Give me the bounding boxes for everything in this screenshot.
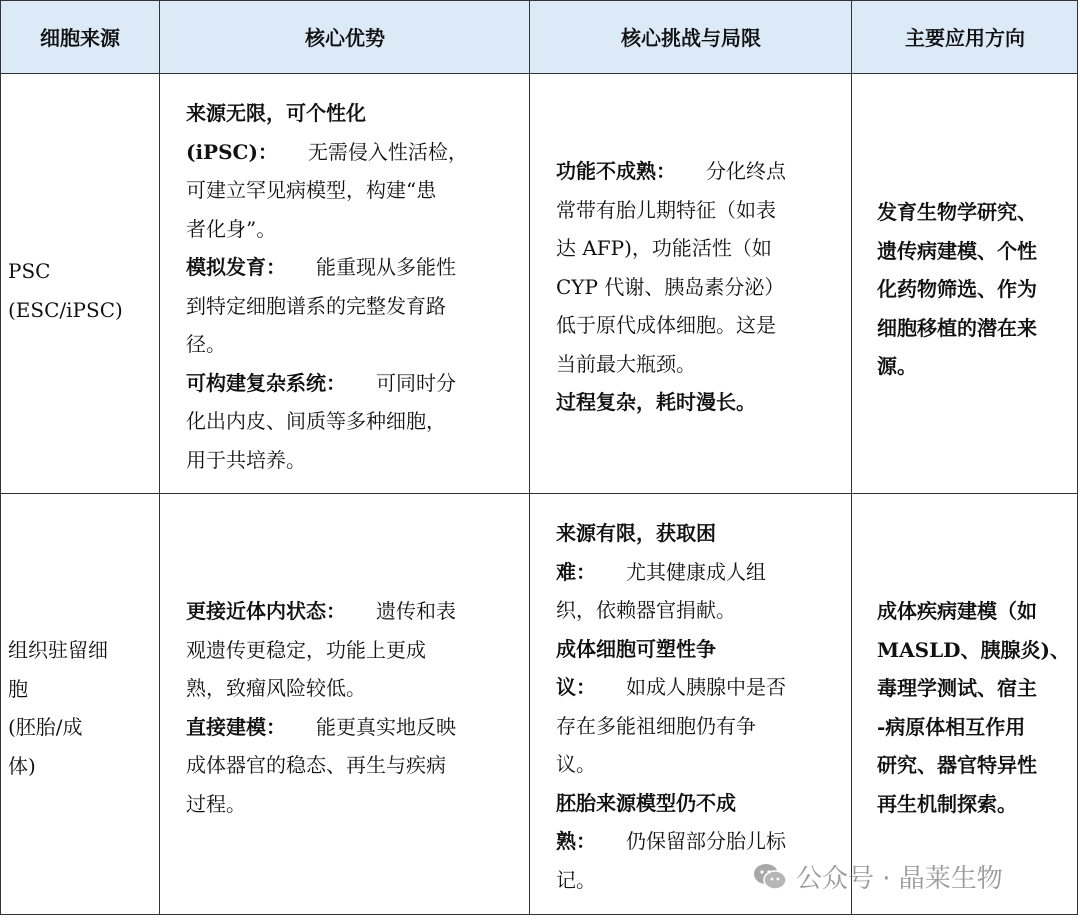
text-line xyxy=(556,784,846,823)
text-line xyxy=(186,592,521,631)
text-line xyxy=(556,268,846,307)
text-line: 胞 xyxy=(8,676,28,701)
body-text: 化出内皮、间质等多种细胞， xyxy=(186,409,446,433)
body-text: 分化终点 xyxy=(706,159,786,183)
text-line xyxy=(186,631,521,670)
body-text: 观遗传更稳定，功能上更成 xyxy=(186,637,426,662)
grid-line xyxy=(0,493,1078,494)
bold-lead: 难： xyxy=(556,559,596,584)
row-psc-advantages xyxy=(186,94,521,479)
text-line xyxy=(556,383,846,422)
header-challenges: 核心挑战与局限 xyxy=(621,26,761,50)
bold-lead: 功能不成熟： xyxy=(556,159,676,183)
body-text: 织，依赖器官捐献。 xyxy=(556,598,736,622)
text-line: 化药物筛选、作为 xyxy=(877,277,1037,301)
body-text: 可建立罕见病模型，构建“患 xyxy=(186,178,437,202)
text-line: 成体疾病建模（如 xyxy=(877,599,1037,623)
row-psc-applications xyxy=(877,193,1072,386)
bold-text: 过程复杂，耗时漫长。 xyxy=(556,390,756,414)
body-text: 径。 xyxy=(186,332,226,356)
text-line xyxy=(556,152,846,191)
body-text: 记。 xyxy=(556,867,596,892)
body-text: 熟，致瘤风险较低。 xyxy=(186,676,366,700)
text-line xyxy=(556,630,846,669)
header-advantages: 核心优势 xyxy=(305,26,385,50)
row-tissue-source xyxy=(8,631,158,785)
bold-lead: (iPSC)： xyxy=(186,139,278,164)
header-cell-challenges xyxy=(530,0,852,73)
text-line: MASLD、胰腺炎)、 xyxy=(877,637,1070,662)
text-line xyxy=(186,441,521,480)
text-line: (ESC/iPSC) xyxy=(8,297,123,322)
body-text: 能重现从多能性 xyxy=(316,255,456,279)
text-line xyxy=(556,345,846,384)
text-line: (胚胎/成 xyxy=(8,715,83,739)
grid-line xyxy=(529,0,530,915)
body-text: 成体器官的稳态、再生与疾病 xyxy=(186,753,446,777)
text-line: 研究、器官特异性 xyxy=(877,753,1037,777)
body-text: 存在多能祖细胞仍有争 xyxy=(556,713,756,738)
header-cell-source xyxy=(0,0,160,73)
header-cell-advantages xyxy=(160,0,530,73)
text-line xyxy=(186,171,521,210)
row-tissue-advantages xyxy=(186,592,521,823)
bold-lead: 直接建模： xyxy=(186,714,286,739)
text-line: 体) xyxy=(8,753,36,778)
wechat-icon xyxy=(752,862,788,892)
text-line xyxy=(556,191,846,230)
text-line xyxy=(186,210,521,249)
watermark xyxy=(752,858,1003,895)
body-text: 能更真实地反映 xyxy=(316,714,456,739)
body-text: CYP 代谢、胰岛素分泌） xyxy=(556,274,785,299)
row-tissue-challenges xyxy=(556,514,846,899)
body-text: 可同时分 xyxy=(376,370,456,395)
text-line xyxy=(556,306,846,345)
text-line xyxy=(186,785,521,824)
body-text: 遗传和表 xyxy=(376,599,456,623)
text-line xyxy=(186,133,521,172)
grid-line xyxy=(0,0,1,915)
body-text: 尤其健康成人组 xyxy=(626,559,766,584)
bold-lead: 议： xyxy=(556,675,596,699)
text-line xyxy=(186,402,521,441)
text-line xyxy=(186,248,521,287)
text-line: -病原体相互作用 xyxy=(877,714,1026,739)
body-text: 过程。 xyxy=(186,791,246,816)
text-line: 毒理学测试、宿主 xyxy=(877,676,1037,700)
watermark-text: 公众号 · 晶莱生物 xyxy=(796,864,1003,894)
bold-lead: 模拟发育： xyxy=(186,255,286,279)
bold-lead: 可构建复杂系统： xyxy=(186,370,346,395)
body-text: 如成人胰腺中是否 xyxy=(626,675,786,699)
text-line xyxy=(556,514,846,553)
body-text: 用于共培养。 xyxy=(186,447,306,472)
text-line: 源。 xyxy=(877,354,917,378)
grid-line xyxy=(0,914,1078,915)
text-line xyxy=(556,668,846,707)
bold-text: 胚胎来源模型仍不成 xyxy=(556,790,736,815)
text-line: 遗传病建模、个性 xyxy=(877,238,1037,263)
body-text: 无需侵入性活检， xyxy=(307,139,468,164)
row-psc-source xyxy=(8,252,158,329)
text-line xyxy=(556,707,846,746)
row-tissue-applications xyxy=(877,592,1072,823)
grid-line xyxy=(1077,0,1078,915)
text-line: 发育生物学研究、 xyxy=(877,200,1037,224)
header-applications: 主要应用方向 xyxy=(905,26,1025,50)
text-line xyxy=(186,746,521,785)
body-text: 当前最大瓶颈。 xyxy=(556,351,696,376)
row-psc-challenges xyxy=(556,152,846,422)
text-line xyxy=(186,287,521,326)
body-text: 者化身”。 xyxy=(186,216,277,241)
text-line xyxy=(186,94,521,133)
text-line: 组织驻留细 xyxy=(8,638,108,662)
header-cell-applications xyxy=(852,0,1078,73)
text-line: 再生机制探索。 xyxy=(877,791,1017,816)
grid-line xyxy=(0,73,1078,74)
grid-line xyxy=(159,0,160,915)
bold-lead: 熟： xyxy=(556,829,596,853)
text-line: PSC xyxy=(8,259,51,283)
bold-text: 来源无限，可个性化 xyxy=(186,101,366,125)
text-line: 细胞移植的潜在来 xyxy=(877,315,1037,340)
text-line xyxy=(186,325,521,364)
text-line xyxy=(186,708,521,747)
grid-line xyxy=(0,0,1078,1)
body-text: 议。 xyxy=(556,752,596,776)
text-line xyxy=(556,822,846,861)
bold-text: 成体细胞可塑性争 xyxy=(556,636,716,661)
bold-text: 来源有限，获取困 xyxy=(556,521,716,545)
text-line xyxy=(186,364,521,403)
body-text: 到特定细胞谱系的完整发育路 xyxy=(186,293,446,318)
bold-lead: 更接近体内状态： xyxy=(186,599,346,623)
body-text: 低于原代成体细胞。这是 xyxy=(556,313,776,337)
body-text: 达 AFP)，功能活性（如 xyxy=(556,236,772,260)
header-source: 细胞来源 xyxy=(40,26,120,50)
text-line xyxy=(556,229,846,268)
body-text: 常带有胎儿期特征（如表 xyxy=(556,197,776,222)
text-line xyxy=(556,553,846,592)
text-line xyxy=(556,745,846,784)
text-line xyxy=(556,591,846,630)
text-line xyxy=(186,669,521,708)
grid-line xyxy=(851,0,852,915)
body-text: 仍保留部分胎儿标 xyxy=(626,829,786,853)
